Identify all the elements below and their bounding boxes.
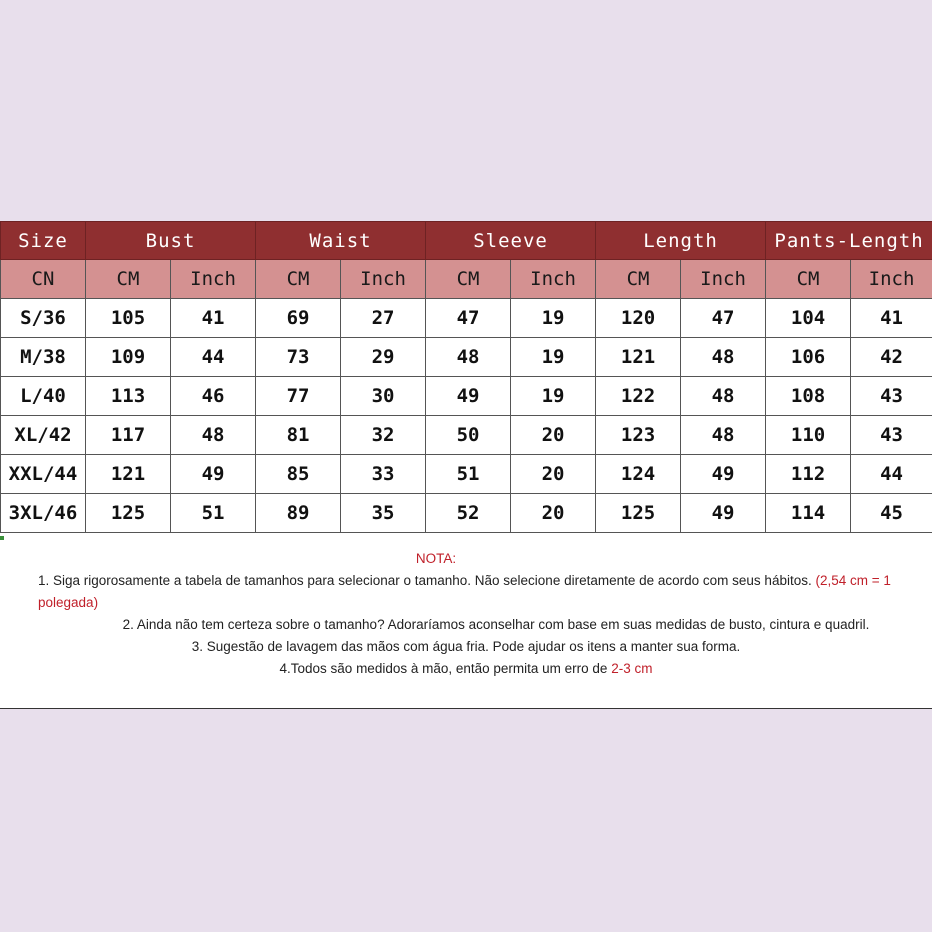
measure-cell: 45 <box>851 494 932 533</box>
table-row <box>1 455 932 494</box>
size-cell: M/38 <box>1 338 86 377</box>
header-waist: Waist <box>256 222 426 260</box>
header-size: Size <box>1 222 86 260</box>
table-row <box>1 299 932 338</box>
note-3: 3. Sugestão de lavagem das mãos com água fria. Pode ajudar os itens a manter sua forma. <box>191 639 741 654</box>
table-row <box>1 494 932 533</box>
measure-cell: 121 <box>596 338 681 377</box>
note-4 <box>0 658 932 680</box>
measure-cell: 108 <box>766 377 851 416</box>
subheader-inch: Inch <box>851 260 932 299</box>
measure-cell: 19 <box>511 338 596 377</box>
note-1-highlight: (2,54 cm = 1 polegada <box>38 573 891 610</box>
size-chart-panel <box>0 221 932 709</box>
measure-cell: 41 <box>171 299 256 338</box>
note-1 <box>0 570 932 614</box>
measure-cell: 42 <box>851 338 932 377</box>
size-cell: S/36 <box>1 299 86 338</box>
measure-cell: 20 <box>511 416 596 455</box>
subheader-cm: CM <box>86 260 171 299</box>
subheader-cm: CM <box>256 260 341 299</box>
measure-cell: 19 <box>511 299 596 338</box>
measure-cell: 110 <box>766 416 851 455</box>
subheader-cm: CM <box>426 260 511 299</box>
measure-cell: 20 <box>511 494 596 533</box>
size-chart-table <box>0 221 932 533</box>
table-row <box>1 377 932 416</box>
subheader-row <box>1 260 932 299</box>
table-row <box>1 338 932 377</box>
measure-cell: 47 <box>681 299 766 338</box>
header-sleeve: Sleeve <box>426 222 596 260</box>
measure-cell: 48 <box>171 416 256 455</box>
measure-cell: 44 <box>851 455 932 494</box>
measure-cell: 48 <box>681 416 766 455</box>
measure-cell: 50 <box>426 416 511 455</box>
note-1-text: 1. Siga rigorosamente a tabela de tamanhos para selecionar o tamanho. Não selecione diretamente de acordo com seus hábitos. <box>38 573 816 588</box>
measure-cell: 89 <box>256 494 341 533</box>
measure-cell: 46 <box>171 377 256 416</box>
measure-cell: 120 <box>596 299 681 338</box>
measure-cell: 35 <box>341 494 426 533</box>
measure-cell: 125 <box>596 494 681 533</box>
measure-cell: 49 <box>426 377 511 416</box>
measure-cell: 49 <box>171 455 256 494</box>
measure-cell: 32 <box>341 416 426 455</box>
note-1-end: ) <box>93 595 99 610</box>
measure-cell: 117 <box>86 416 171 455</box>
subheader-cm: CM <box>766 260 851 299</box>
measure-cell: 122 <box>596 377 681 416</box>
measure-cell: 52 <box>426 494 511 533</box>
measure-cell: 124 <box>596 455 681 494</box>
subheader-cm: CM <box>596 260 681 299</box>
measure-cell: 112 <box>766 455 851 494</box>
subheader-cn: CN <box>1 260 86 299</box>
corner-mark <box>0 536 4 540</box>
measure-cell: 43 <box>851 416 932 455</box>
notes-title: NOTA: <box>415 551 457 566</box>
table-row <box>1 416 932 455</box>
measure-cell: 27 <box>341 299 426 338</box>
header-bust: Bust <box>86 222 256 260</box>
measure-cell: 125 <box>86 494 171 533</box>
header-pants-length: Pants-Length <box>766 222 932 260</box>
size-cell: XL/42 <box>1 416 86 455</box>
notes-section <box>0 548 932 680</box>
size-cell: 3XL/46 <box>1 494 86 533</box>
measure-cell: 29 <box>341 338 426 377</box>
header-group-row <box>1 222 932 260</box>
measure-cell: 114 <box>766 494 851 533</box>
measure-cell: 43 <box>851 377 932 416</box>
measure-cell: 121 <box>86 455 171 494</box>
measure-cell: 48 <box>681 338 766 377</box>
measure-cell: 106 <box>766 338 851 377</box>
note-4-text: 4.Todos são medidos à mão, então permita um erro de <box>279 661 612 676</box>
measure-cell: 48 <box>681 377 766 416</box>
measure-cell: 49 <box>681 455 766 494</box>
measure-cell: 48 <box>426 338 511 377</box>
measure-cell: 109 <box>86 338 171 377</box>
note-4-highlight: 2-3 cm <box>611 661 653 676</box>
measure-cell: 19 <box>511 377 596 416</box>
measure-cell: 41 <box>851 299 932 338</box>
measure-cell: 113 <box>86 377 171 416</box>
size-cell: XXL/44 <box>1 455 86 494</box>
measure-cell: 49 <box>681 494 766 533</box>
measure-cell: 33 <box>341 455 426 494</box>
subheader-inch: Inch <box>511 260 596 299</box>
measure-cell: 30 <box>341 377 426 416</box>
measure-cell: 73 <box>256 338 341 377</box>
measure-cell: 69 <box>256 299 341 338</box>
size-cell: L/40 <box>1 377 86 416</box>
measure-cell: 81 <box>256 416 341 455</box>
subheader-inch: Inch <box>341 260 426 299</box>
measure-cell: 44 <box>171 338 256 377</box>
subheader-inch: Inch <box>171 260 256 299</box>
note-2: 2. Ainda não tem certeza sobre o tamanho? Adoraríamos aconselhar com base em suas medidas de busto, cintura e quadril. <box>122 617 870 632</box>
measure-cell: 123 <box>596 416 681 455</box>
measure-cell: 51 <box>171 494 256 533</box>
subheader-inch: Inch <box>681 260 766 299</box>
measure-cell: 20 <box>511 455 596 494</box>
measure-cell: 85 <box>256 455 341 494</box>
header-length: Length <box>596 222 766 260</box>
measure-cell: 51 <box>426 455 511 494</box>
measure-cell: 105 <box>86 299 171 338</box>
measure-cell: 104 <box>766 299 851 338</box>
size-rows <box>1 299 932 533</box>
measure-cell: 47 <box>426 299 511 338</box>
measure-cell: 77 <box>256 377 341 416</box>
